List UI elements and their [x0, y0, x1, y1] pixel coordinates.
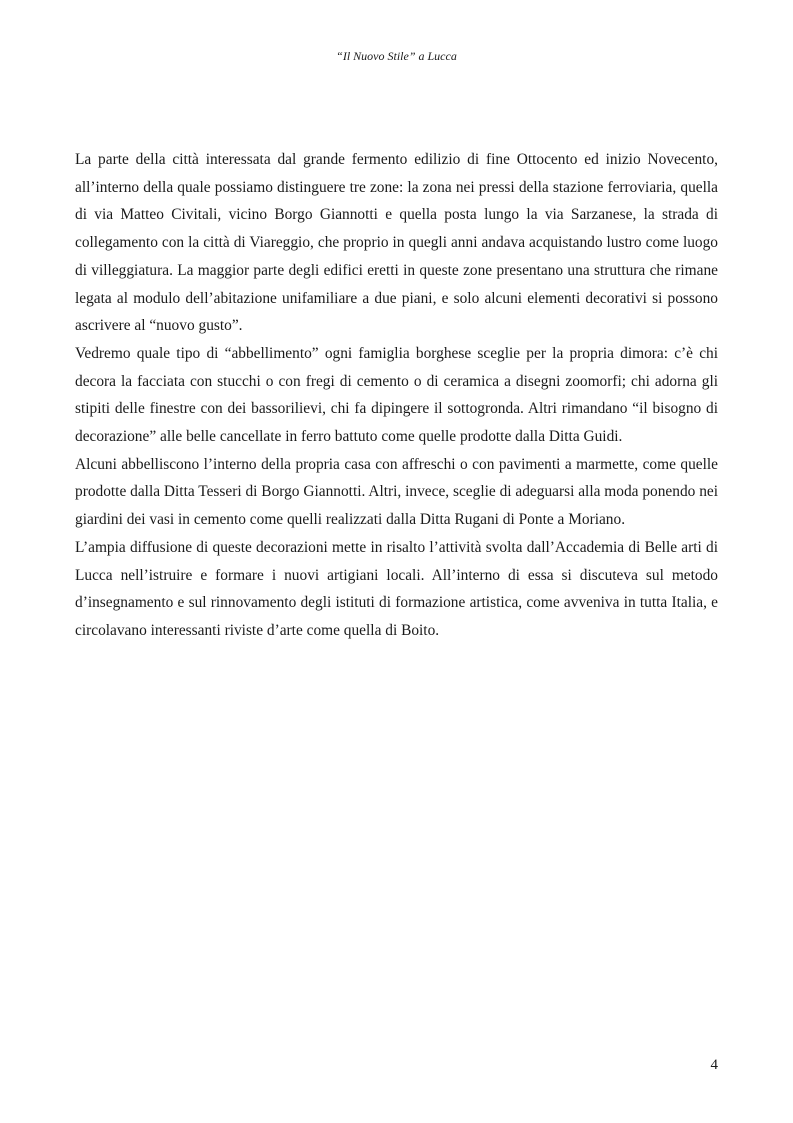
paragraph: La parte della città interessata dal grande fermento edilizio di fine Ottocento ed inizio Novecento, all’interno della quale possiamo distinguere tre zone: la zona nei pressi della stazione ferroviaria, quella di via Matteo Civitali, vicino Borgo Giannotti e quella posta lungo la via Sarzanese, la strada di collegamento con la città di Viareggio, che proprio in quegli anni andava acquistando lustro come luogo di villeggiatura. La maggior parte degli edifici eretti in queste zone presentano una struttura che rimane legata al modulo dell’abitazione unifamiliare a due piani, e solo alcuni elementi decorativi si possono ascrivere al “nuovo gusto”.: [75, 151, 718, 335]
paragraph: Alcuni abbelliscono l’interno della propria casa con affreschi o con pavimenti a marmette, come quelle prodotte dalla Ditta Tesseri di Borgo Giannotti. Altri, invece, sceglie di adeguarsi alla moda ponendo nei giardini dei vasi in cemento come quelli realizzati dalla Ditta Rugani di Ponte a Moriano.: [75, 455, 718, 529]
paragraph: Vedremo quale tipo di “abbellimento” ogni famiglia borghese sceglie per la propria dimora: c’è chi decora la facciata con stucchi o con fregi di cemento o di ceramica a disegni zoomorfi; chi adorna gli stipiti delle finestre con dei bassorilievi, chi fa dipingere il sottogronda. Altri rimandano “il bisogno di decorazione” alle belle cancellate in ferro battuto come quelle prodotte dalla Ditta Guidi.: [75, 344, 718, 446]
page-number: 4: [710, 1057, 718, 1073]
body-text: [75, 146, 718, 645]
running-header: “Il Nuovo Stile” a Lucca: [336, 49, 457, 63]
paragraph: L’ampia diffusione di queste decorazioni mette in risalto l’attività svolta dall’Accademia di Belle arti di Lucca nell’istruire e formare i nuovi artigiani locali. All’interno di essa si discuteva sul metodo d’insegnamento e sul rinnovamento degli istituti di formazione artistica, come avveniva in tutta Italia, e circolavano interessanti riviste d’arte come quella di Boito.: [75, 538, 718, 639]
